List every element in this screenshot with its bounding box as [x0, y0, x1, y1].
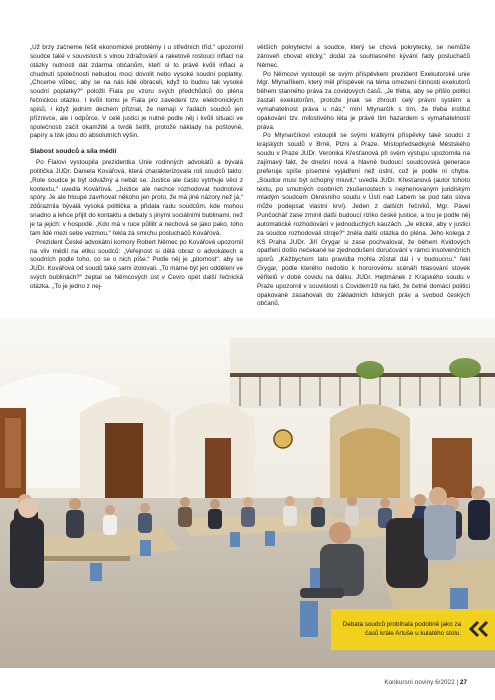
page-number: 27 — [459, 679, 467, 686]
paragraph: Po Němcovi vystoupil se svým příspěvkem prezident Exekutorské unie Mgr. Mlynaříkem, který měl příspěvek na téma omezení činnosti exekutorů během stanného práva za covidových časů. „Je třeba, aby se přišlo politici zastali exekutorům, protože jinak se zhroutí celý právní systém a vymahatelnost práva u nás,“ míní Mlynarčík s tím, že třeba institut opakování tzv. milostivého léta je právě tím hazardem s vymahatelností práva. — [257, 70, 470, 131]
text-column-left — [30, 44, 243, 309]
paragraph: Prezident České advokátní komory Robert Němec po Kovářové upozornil na vliv médií na etiku soudců: „Veřejnost si dělá obraz o advokátech a soudních podle toho, co se o nich píše.“ Podle něj je „pitomost“, aby se JUDr. Kovářová od soudů také sami izolovali. „To máme být jen oddělení ve svých bublinách?“ zeptal se Němcových úst v Cevro opět další řečnická otázka. „To je jedno z nej- — [30, 238, 243, 290]
text-column-right — [257, 44, 470, 309]
page-footer — [384, 679, 467, 686]
paragraph: Po Fialovi vystoupila prezidentka Unie rodinných advokátů a bývalá politička JUDr. Daniela Kovářová, která charakterizovala roli soudců takto: „Role soudce je být odvážný a nebát se. Justice ale často vytrhuje věci z kontextu,“ uvedla Kovářová. „Justice ale nechce rozhodovat hodnotové spory. Je ale hloupé zavrhovat někoho jen proto, že má jiné názory než já,“ zdůraznila bývalá vysoká politička a přidala radu soudcům, kde mohou snadno a lehce přijít do kontaktu a debaty s jinými sociálními bublinami, než je ta jejich: v hospodě. „Kdo má v ruce půllitr a nechová se jako pako, toho tam lidé mezi sebe vezmou,“ řekla za smíchu posluchačů Kovářová. — [30, 159, 243, 237]
footer-separator: | — [454, 679, 460, 686]
article-text — [30, 44, 470, 309]
photo-caption-box — [331, 609, 495, 650]
photo-caption: Debata soudců probíhala podobně jako za časů krále Artuše u kulatého stolu. — [342, 621, 461, 637]
paragraph: větších pokrytectví a soudce, který se chová pokrytecky, se nemůže zároveň chovat eticky,“ dodal za souhlasného kývání řady posluchačů Němec. — [257, 44, 470, 69]
magazine-issue: Konkursní noviny 6/2022 — [384, 679, 455, 686]
paragraph: Po Mlynarčíkovi vstoupili se svými krátkými příspěvky také soudci z krajských soudů v Brně, Plzni a Praze. Místopředsedkyně Městského soudu v Praze JUDr. Veronika Křesťanová při svém výstupu upozornila na zajímavý fakt, že dnešní nová a hlavně budoucí soudcovská generace preferuje spíše písemné vyjádření než ústní, což je podle ní chyba. „Soudce musí být schopný mluvit,“ uvedla JUDr. Křesťanová (autor tohoto textu, po smutných osobních zkušenostech s nejmenovaným juridiským mladým soudcem Okresního soudu v Ústí nad Labem se pod tato slova může podepsat vlastní krví). Jeden z dalších řečníků, Mgr. Pavel Punčochář zase zmínil další budoucí riziko české justice, a tou je podle něj automatické rozhodování v jednoduchých kauzách. „Je etické, aby v justici za soudce rozhodovali stroje?“ zněla další otázka do pléna. Jeho kolega z KS Praha JUDr. Jiří Grygar si zase pochvaloval, že během Kvidových opatření došlo nečekaně ke zjednodušení doručování v rámci insolvenčních sporů. „Kéžbychom tato pravidla mohla zůstat dál i v budoucnu,“ řekl Grygar, podle kterého nedošlo k hororovému scénáři hlasování stovek věřitelů v době covidu na dálku. JUDr. Hejtmánek z Krajského soudu v Praze upozornil v souvislosti s Covidem19 na fakt, že četné domácí politici opakovaně zasahovali do základních lidských práv a svobod českých občanů. — [257, 132, 470, 308]
paragraph: „Už brzy začneme řešit ekonomické problémy i u středních tříd,“ upozornil soudce také v souvislosti s vinou zdražování a raketově rostoucí inflací na otázky nutnosti dát zdarma občanům, kteří si to právě kvůli inflaci a chudnutí společnosti nebudou moci dovolit nebo vysoké soudní poplatky. „Chceme vůbec, aby se na nás lidé obraceli, když to budou tak vysoké soudní poplatky?“ položil Fiala po vzoru svých předchůdců do pléna řečnickou otázku. I kvůli tomu je Fiala pro zavedení tzv. elektronických spisů, i když jedním dechem přiznal, že nemají v řadách soudců jen příznivce, ale i odpůrce. V celé justici je nutné podle něj i kvůli situaci ve společnosti začít okamžitě a tvrdě šetřit, protože náklady na poštovné, papíry a tisk jdou do absolutních výšin. — [30, 44, 243, 140]
section-heading: Slabost soudců a síla médií — [30, 148, 117, 156]
double-chevron-left-icon — [469, 621, 489, 639]
